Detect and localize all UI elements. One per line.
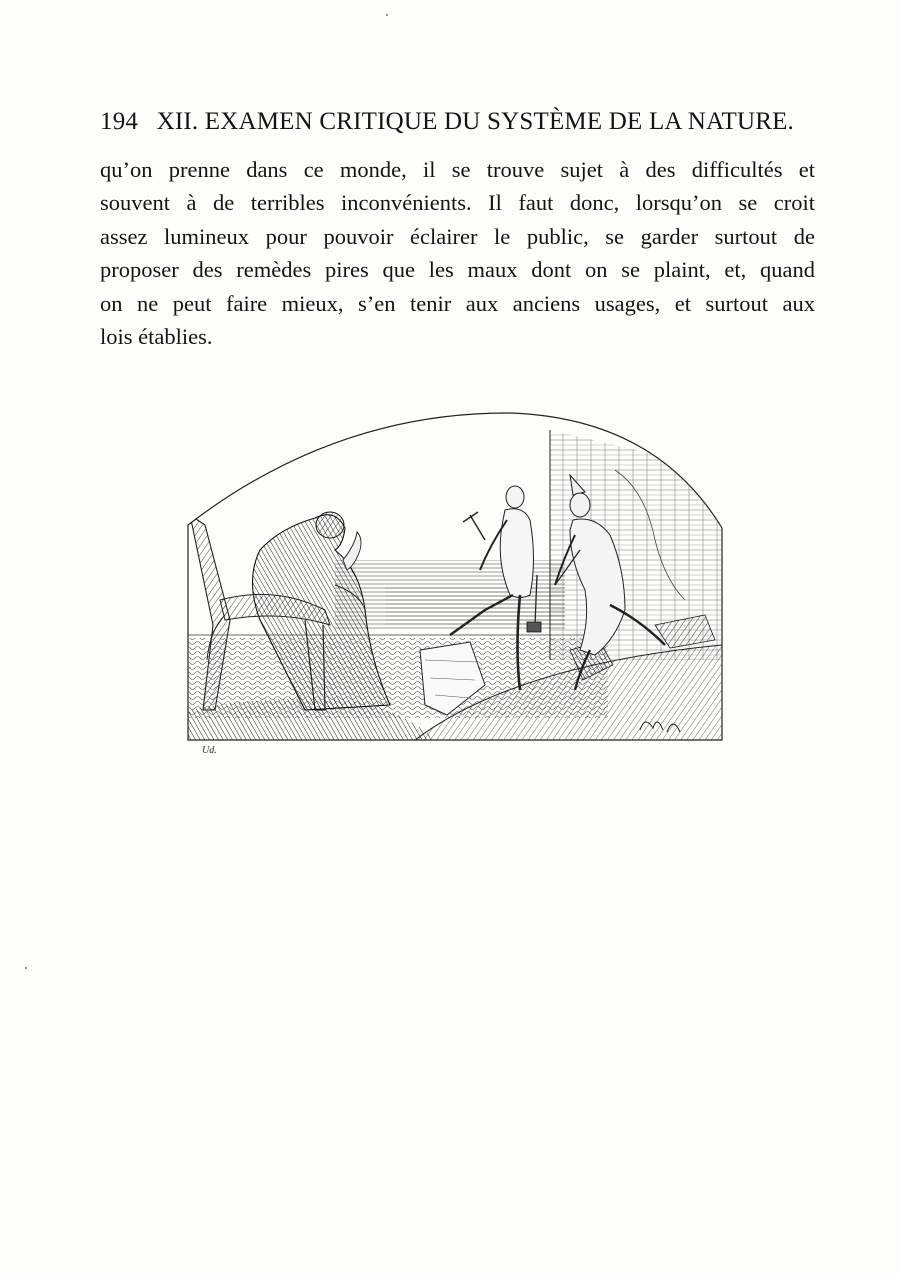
text-line: qu’on prenne dans ce monde, il se trouve sujet à des difficultés et xyxy=(100,157,815,182)
engraver-signature: Ud. xyxy=(202,745,217,756)
text-line: assez lumineux pour pouvoir éclairer le public, se garder surtout de xyxy=(100,223,815,249)
paper-speck xyxy=(25,967,27,969)
body-paragraph xyxy=(100,153,815,353)
text-line: on ne peut faire mieux, s’en tenir aux anciens usages, et surtout aux xyxy=(100,290,815,316)
text-line: proposer des remèdes pires que les maux dont on se plaint, et, quand xyxy=(100,257,815,283)
running-head xyxy=(100,108,794,136)
engraving-illustration xyxy=(185,410,725,745)
text-line: souvent à de terribles inconvénients. Il faut donc, lorsqu’on se croit xyxy=(100,190,815,216)
page-number: 194 xyxy=(100,108,139,135)
text-line: lois établies. xyxy=(100,324,213,350)
paper-speck xyxy=(386,14,388,16)
chapter-title: XII. EXAMEN CRITIQUE DU SYSTÈME DE LA NATURE. xyxy=(156,108,794,135)
